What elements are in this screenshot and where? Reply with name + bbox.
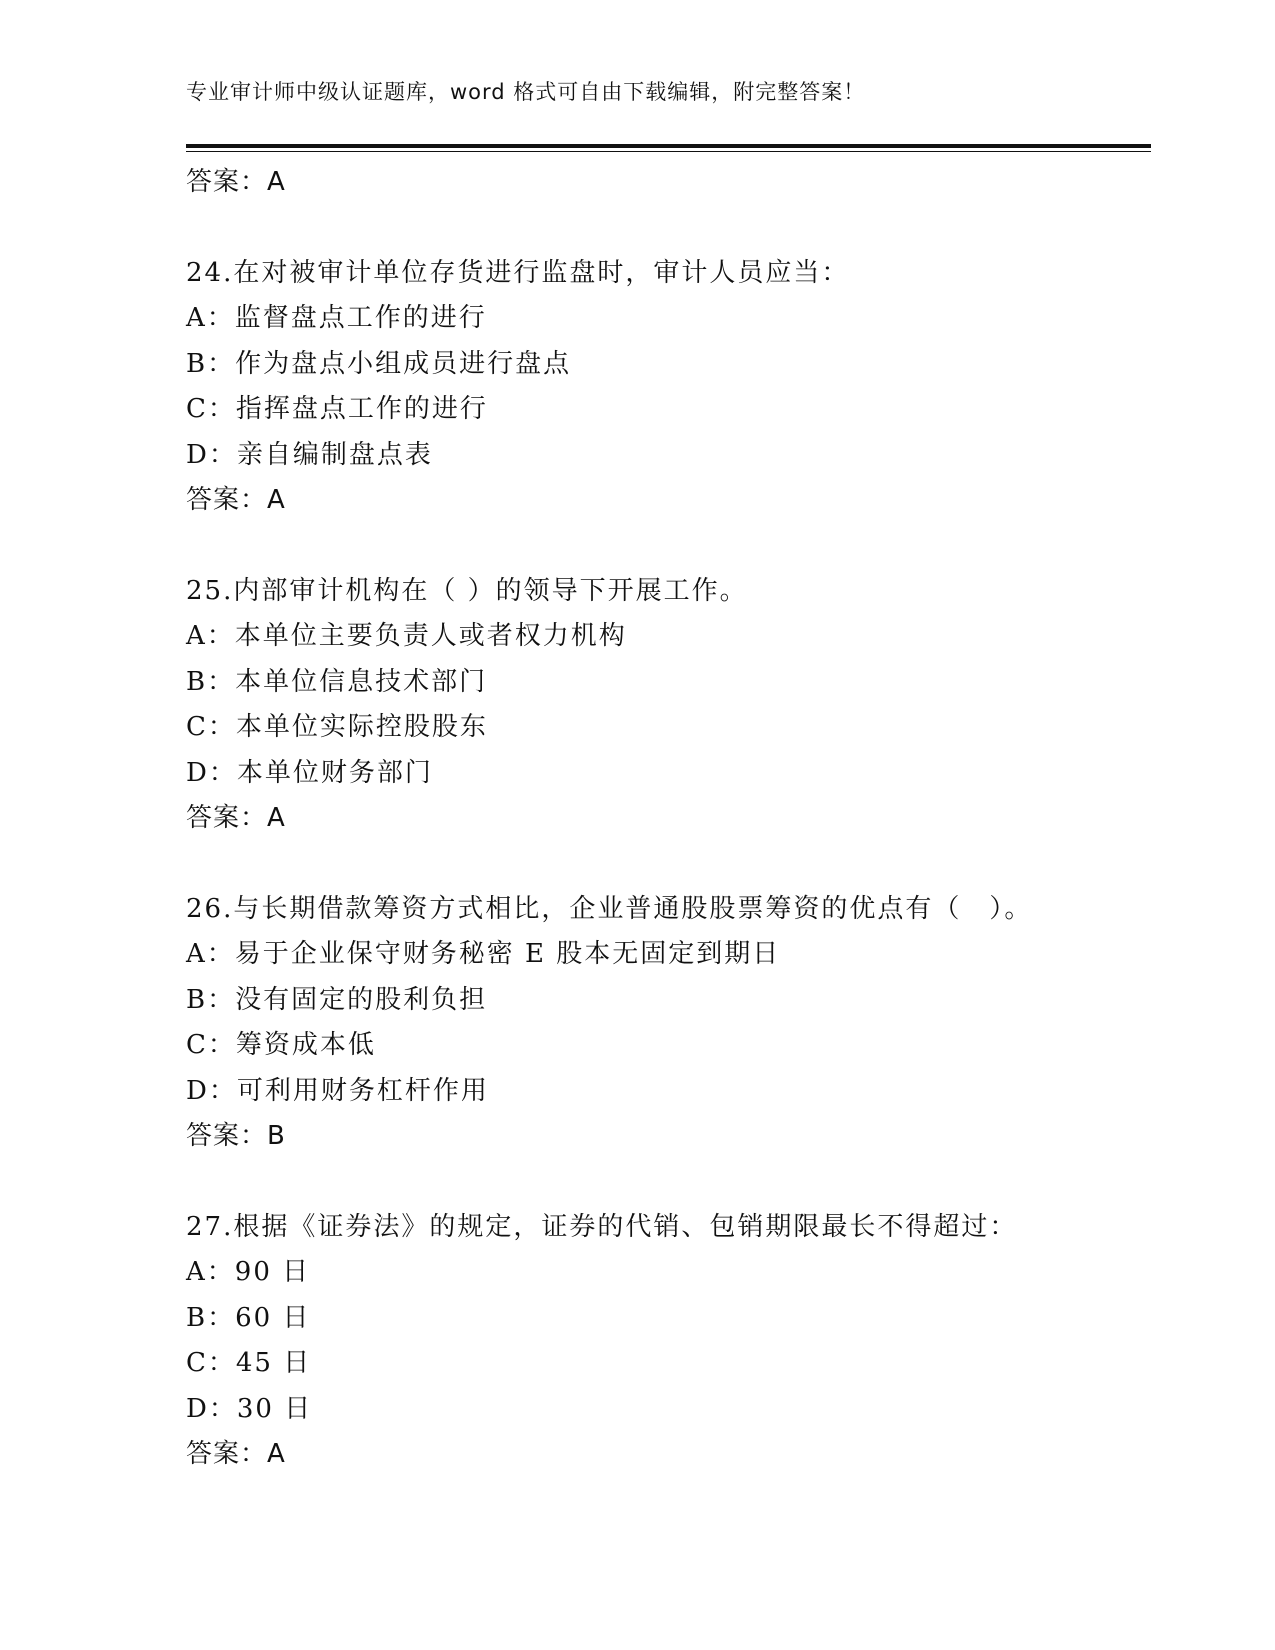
- answer: 答案：A: [186, 485, 286, 515]
- question-26: [186, 887, 1151, 1160]
- option-c: C：45 日: [186, 1348, 312, 1378]
- previous-answer: 答案：A: [186, 167, 286, 197]
- question-stem: 25.内部审计机构在（ ）的领导下开展工作。: [186, 575, 748, 606]
- question-stem: 24.在对被审计单位存货进行监盘时，审计人员应当：: [186, 257, 850, 288]
- option-d: D：本单位财务部门: [186, 757, 433, 788]
- option-c: C：筹资成本低: [186, 1030, 376, 1060]
- answer: 答案：A: [186, 803, 286, 833]
- option-a: A：本单位主要负责人或者权力机构: [186, 621, 627, 651]
- option-c: C：指挥盘点工作的进行: [186, 394, 488, 424]
- option-a: A：监督盘点工作的进行: [186, 303, 487, 333]
- question-stem: 27.根据《证券法》的规定，证券的代销、包销期限最长不得超过：: [186, 1211, 1018, 1242]
- option-b: B：作为盘点小组成员进行盘点: [186, 348, 572, 379]
- option-b: B：没有固定的股利负担: [186, 984, 488, 1015]
- option-d: D：亲自编制盘点表: [186, 439, 433, 470]
- header-rule-thin: [186, 151, 1151, 152]
- question-stem: 26.与长期借款筹资方式相比，企业普通股股票筹资的优点有（ ）。: [186, 893, 1033, 924]
- option-d: D：可利用财务杠杆作用: [186, 1075, 489, 1106]
- option-c: C：本单位实际控股股东: [186, 712, 488, 742]
- option-a: A：90 日: [186, 1257, 311, 1287]
- question-24: [186, 251, 1151, 524]
- page-header: 专业审计师中级认证题库，word 格式可自由下载编辑，附完整答案！: [186, 80, 866, 104]
- option-b: B：本单位信息技术部门: [186, 666, 488, 697]
- question-25: [186, 569, 1151, 842]
- option-b: B：60 日: [186, 1302, 311, 1333]
- option-d: D：30 日: [186, 1393, 313, 1424]
- question-list: [186, 160, 1151, 1478]
- answer: 答案：B: [186, 1121, 286, 1151]
- option-a: A：易于企业保守财务秘密 E 股本无固定到期日: [186, 939, 781, 969]
- answer: 答案：A: [186, 1439, 286, 1469]
- question-27: [186, 1205, 1151, 1478]
- header-rule-thick: [186, 144, 1151, 148]
